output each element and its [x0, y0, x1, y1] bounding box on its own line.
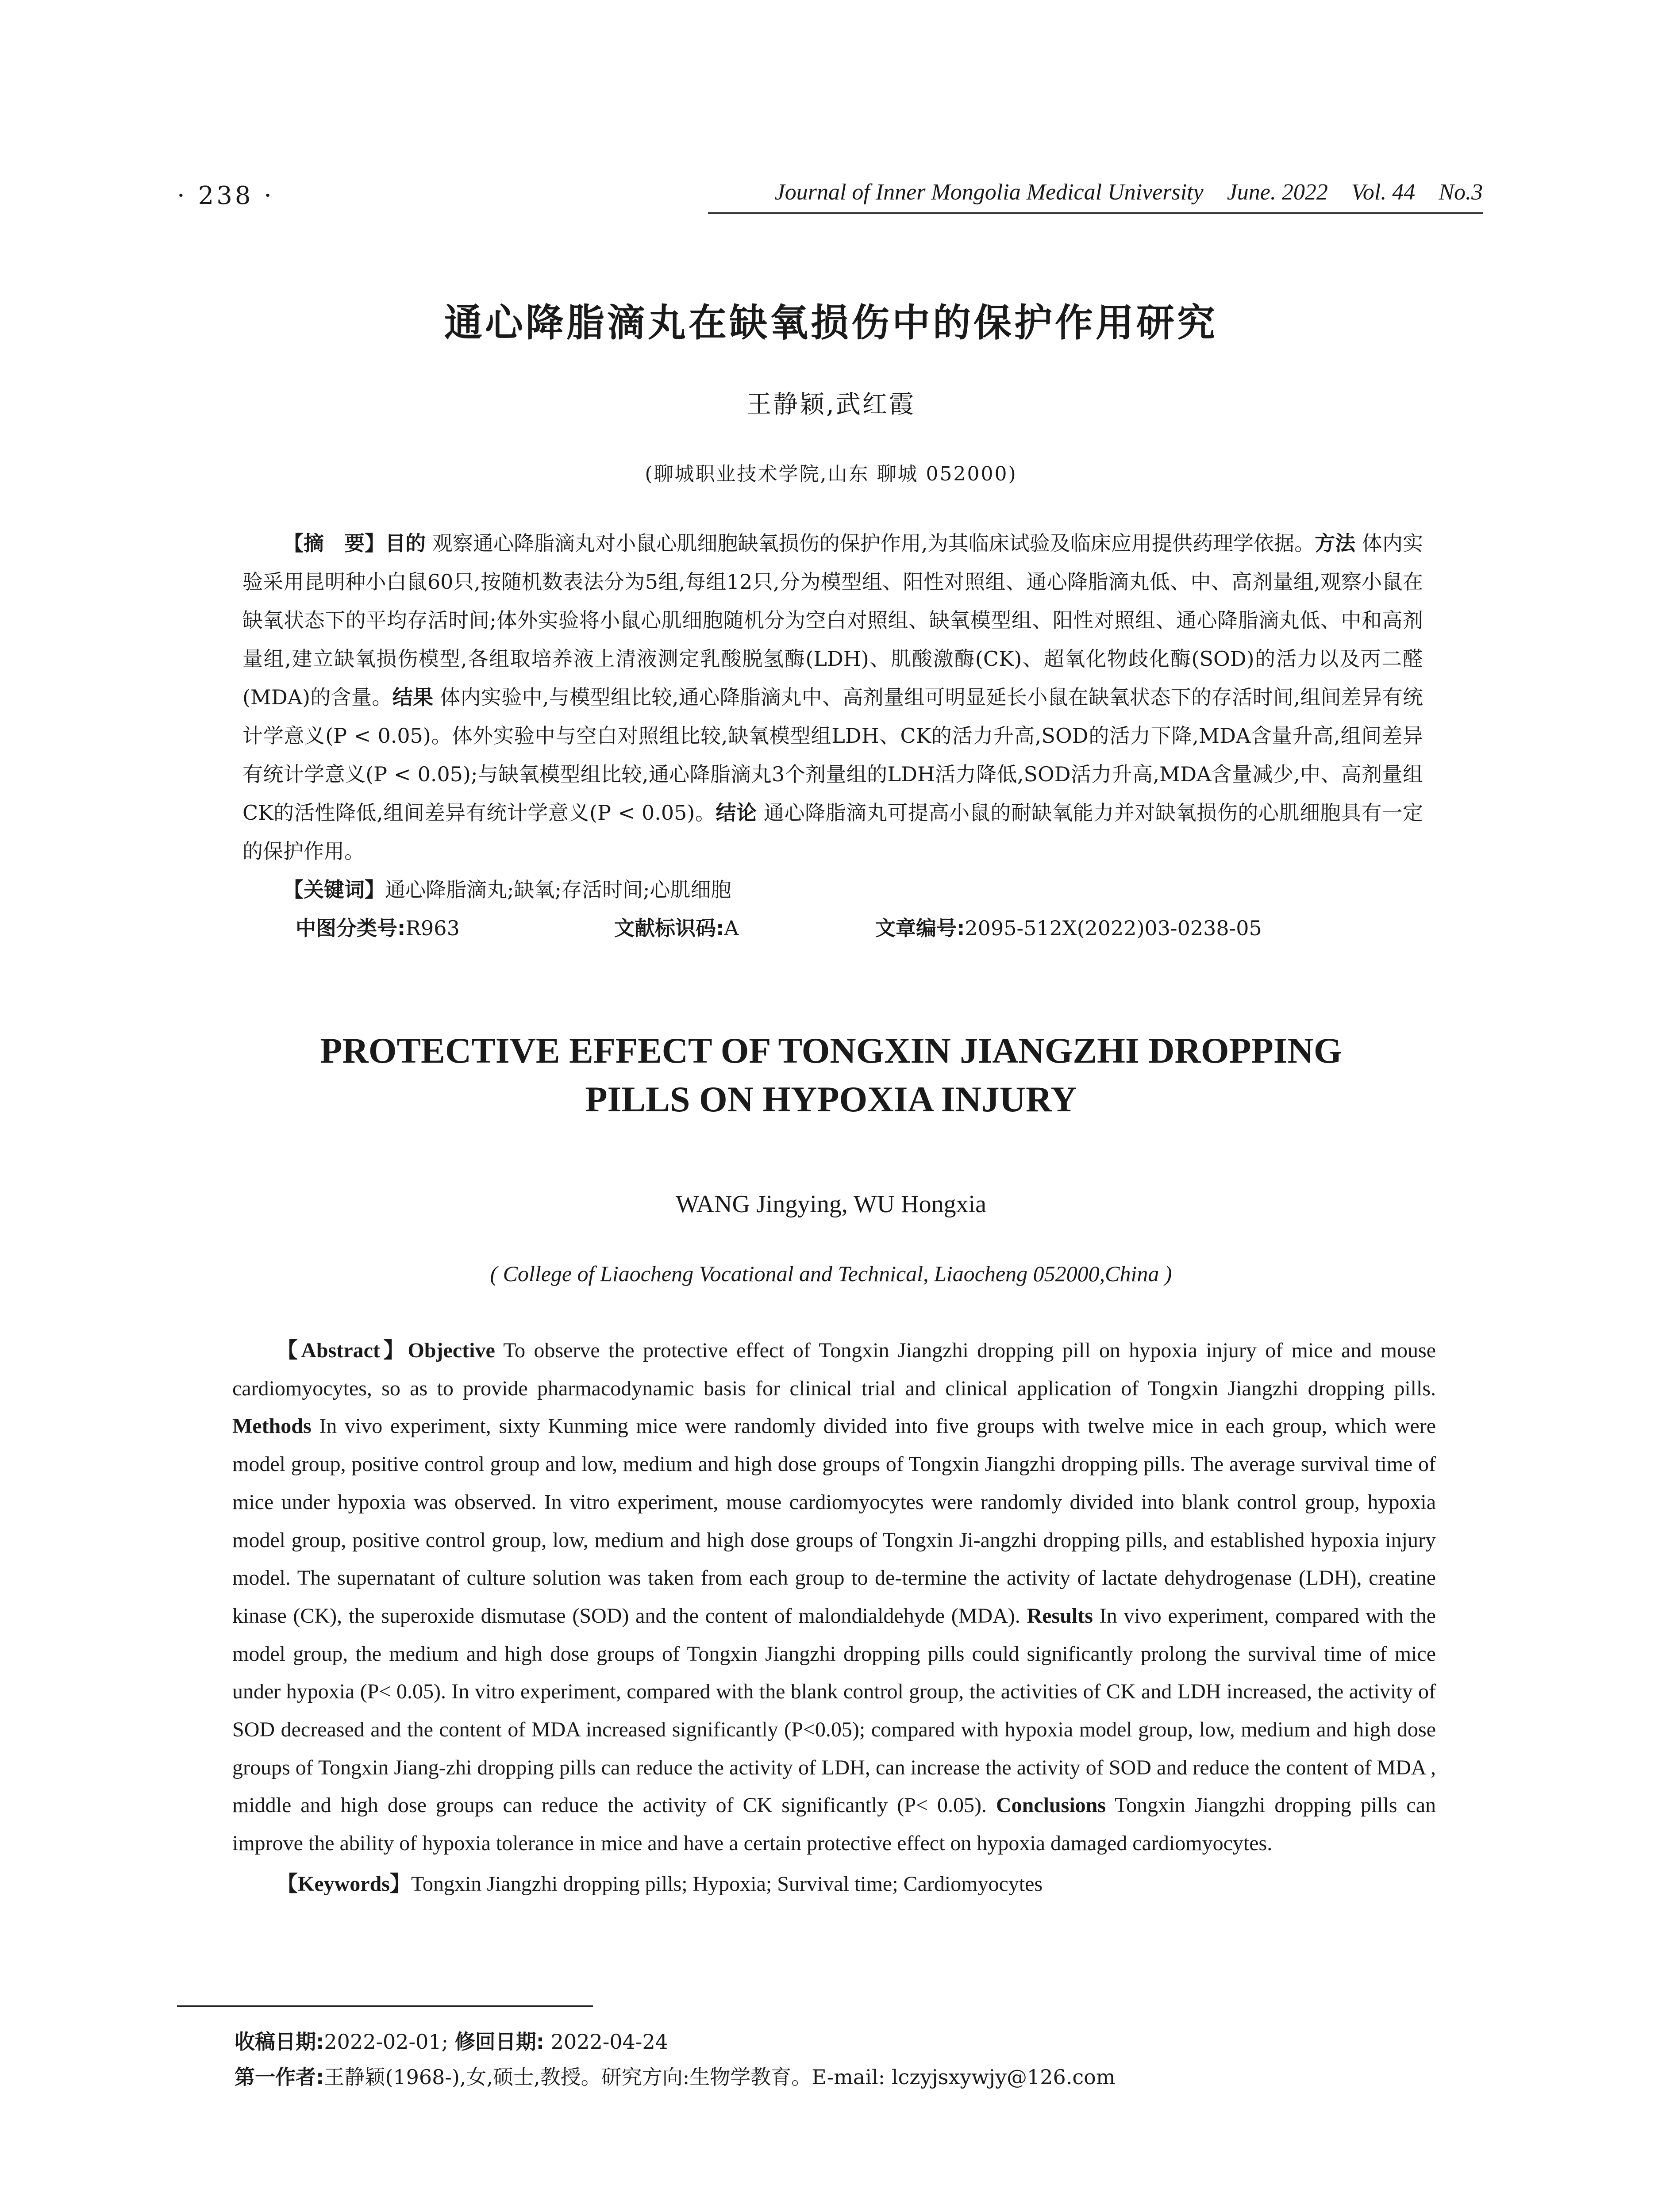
header-rule [708, 212, 1483, 214]
cn-authors: 王静颖,武红霞 [746, 390, 916, 419]
en-keywords: Tongxin Jiangzhi dropping pills; Hypoxia; Survival time; Cardiomyocytes [411, 1872, 1043, 1896]
footnote-author [235, 2059, 1115, 2095]
en-results-label: Results [1027, 1604, 1093, 1628]
footnote-dates [235, 2024, 1115, 2059]
en-keywords-line [232, 1865, 1436, 1903]
en-title-line-1: PROTECTIVE EFFECT OF TONGXIN JIANGZHI DROPPING [320, 1030, 1342, 1071]
en-affiliation: ( College of Liaocheng Vocational and Technical, Liaocheng 052000,China ) [490, 1261, 1172, 1286]
cn-conclusion-text: 通心降脂滴丸可提高小鼠的耐缺氧能力并对缺氧损伤的心肌细胞具有一定的保护作用。 [242, 801, 1423, 863]
doc-code-value: A [724, 916, 739, 940]
en-title [0, 1026, 1662, 1124]
cn-affiliation: (聊城职业技术学院,山东 聊城 052000) [645, 463, 1017, 485]
revised-date: 2022-04-24 [550, 2030, 668, 2054]
cn-keywords-line [242, 871, 1423, 909]
clc-label: 中图分类号: [296, 916, 406, 940]
received-label: 收稿日期: [235, 2030, 324, 2054]
article-no-label: 文章编号: [875, 916, 965, 940]
footnote [235, 2024, 1115, 2095]
first-author-label: 第一作者: [235, 2065, 324, 2089]
cn-abstract-label: 【摘 要】 [283, 531, 385, 555]
revised-label: 修回日期: [454, 2030, 545, 2054]
cn-keywords-label: 【关键词】 [283, 878, 385, 902]
issue-number: No.3 [1439, 180, 1483, 205]
cn-methods-text: 体内实验采用昆明种小白鼠60只,按随机数表法分为5组,每组12只,分为模型组、阳性对照组、通心降脂滴丸低、中、高剂量组,观察小鼠在缺氧状态下的平均存活时间;体外实验将小鼠心肌细胞随机分为空白对照组、缺氧模型组、阳性对照组、通心降脂滴丸低、中和高剂量组,建立缺氧损伤模型,各组取培养液上清液测定乳酸脱氢酶(LDH)、肌酸激酶(CK)、超氧化物歧化酶(SOD)的活力以及丙二醛(MDA)的含量。 [242, 531, 1423, 709]
cn-results-label: 结果 [392, 685, 434, 709]
cn-abstract [242, 524, 1423, 948]
en-abstract [232, 1332, 1436, 1903]
en-methods-text: In vivo experiment, sixty Kunming mice were randomly divided into five groups with twelve mice in each group, which were model group, positive control group and low, medium and high dose groups of Tongxin Jiangzhi dropping pills. The average survival time of mice under hypoxia was observed. In vitro experiment, mouse cardiomyocytes were randomly divided into blank control group, hypoxia model group, positive control group, low, medium and high dose groups of Tongxin Ji-angzhi dropping pills, and established hypoxia injury model. The supernatant of culture solution was taken from each group to de-termine the activity of lactate dehydrogenase (LDH), creatine kinase (CK), the superoxide dismutase (SOD) and the content of malondialdehyde (MDA). [232, 1414, 1436, 1628]
en-authors: WANG Jingying, WU Hongxia [675, 1190, 987, 1218]
cn-results-text: 体内实验中,与模型组比较,通心降脂滴丸中、高剂量组可明显延长小鼠在缺氧状态下的存活时间,组间差异有统计学意义(P < 0.05)。体外实验中与空白对照组比较,缺氧模型组LDH、CK的活力升高,SOD的活力下降,MDA含量升高,组间差异有统计学意义(P < 0.05);与缺氧模型组比较,通心降脂滴丸3个剂量组的LDH活力降低,SOD活力升高,MDA含量减少,中、高剂量组CK的活性降低,组间差异有统计学意义(P < 0.05)。 [242, 685, 1423, 825]
cn-conclusion-label: 结论 [716, 801, 757, 825]
volume: Vol. 44 [1351, 180, 1416, 205]
cn-methods-label: 方法 [1315, 531, 1356, 555]
cn-objective-text: 观察通心降脂滴丸对小鼠心肌细胞缺氧损伤的保护作用,为其临床试验及临床应用提供药理学依据。 [426, 531, 1315, 555]
en-abstract-label: 【Abstract】 [277, 1339, 408, 1362]
cn-classification-row [242, 909, 1423, 948]
en-results-text: In vivo experiment, compared with the model group, the medium and high dose groups of Tongxin Jiangzhi dropping pills could significantly prolong the survival time of mice under hypoxia (P< 0.05). In vitro experiment, compared with the blank control group, the activities of CK and LDH increased, the activity of SOD decreased and the content of MDA increased significantly (P<0.05); compared with hypoxia model group, low, medium and high dose groups of Tongxin Jiang-zhi dropping pills can reduce the activity of LDH, can increase the activity of SOD and reduce the content of MDA , middle and high dose groups can reduce the activity of CK significantly (P< 0.05). [232, 1604, 1436, 1817]
en-objective-label: Objective [408, 1339, 495, 1362]
en-objective-text: To observe the protective effect of Tongxin Jiangzhi dropping pill on hypoxia injury of mice and mouse cardiomyocytes, so as to provide pharmacodynamic basis for clinical trial and clinical application of Tongxin Jiangzhi dropping pills. [232, 1339, 1436, 1400]
cn-title: 通心降脂滴丸在缺氧损伤中的保护作用研究 [444, 301, 1218, 345]
cn-abstract-body [242, 524, 1423, 871]
clc-value: R963 [405, 916, 460, 940]
doc-code-label: 文献标识码: [614, 916, 724, 940]
footnote-rule [177, 2005, 593, 2007]
en-methods-label: Methods [232, 1414, 312, 1438]
cn-objective-label: 目的 [385, 531, 426, 555]
en-conclusions-text: Tongxin Jiangzhi dropping pills can improve the ability of hypoxia tolerance in mice and have a certain protective effect on hypoxia damaged cardiomyocytes. [232, 1793, 1436, 1855]
running-header [708, 179, 1483, 205]
cn-keywords: 通心降脂滴丸;缺氧;存活时间;心肌细胞 [385, 878, 731, 902]
page-number: · 238 · [177, 181, 275, 210]
received-date: 2022-02-01; [324, 2030, 449, 2054]
journal-name: Journal of Inner Mongolia Medical University [774, 180, 1204, 205]
en-abstract-body [232, 1332, 1436, 1863]
first-author-info: 王静颖(1968-),女,硕士,教授。研究方向:生物学教育。E-mail: lczyjsxywjy@126.com [324, 2065, 1116, 2089]
en-title-line-2: PILLS ON HYPOXIA INJURY [585, 1079, 1077, 1119]
article-no-value: 2095-512X(2022)03-0238-05 [965, 916, 1262, 940]
en-conclusions-label: Conclusions [996, 1793, 1106, 1817]
en-keywords-label: 【Keywords】 [277, 1872, 411, 1896]
issue-date: June. 2022 [1227, 180, 1328, 205]
